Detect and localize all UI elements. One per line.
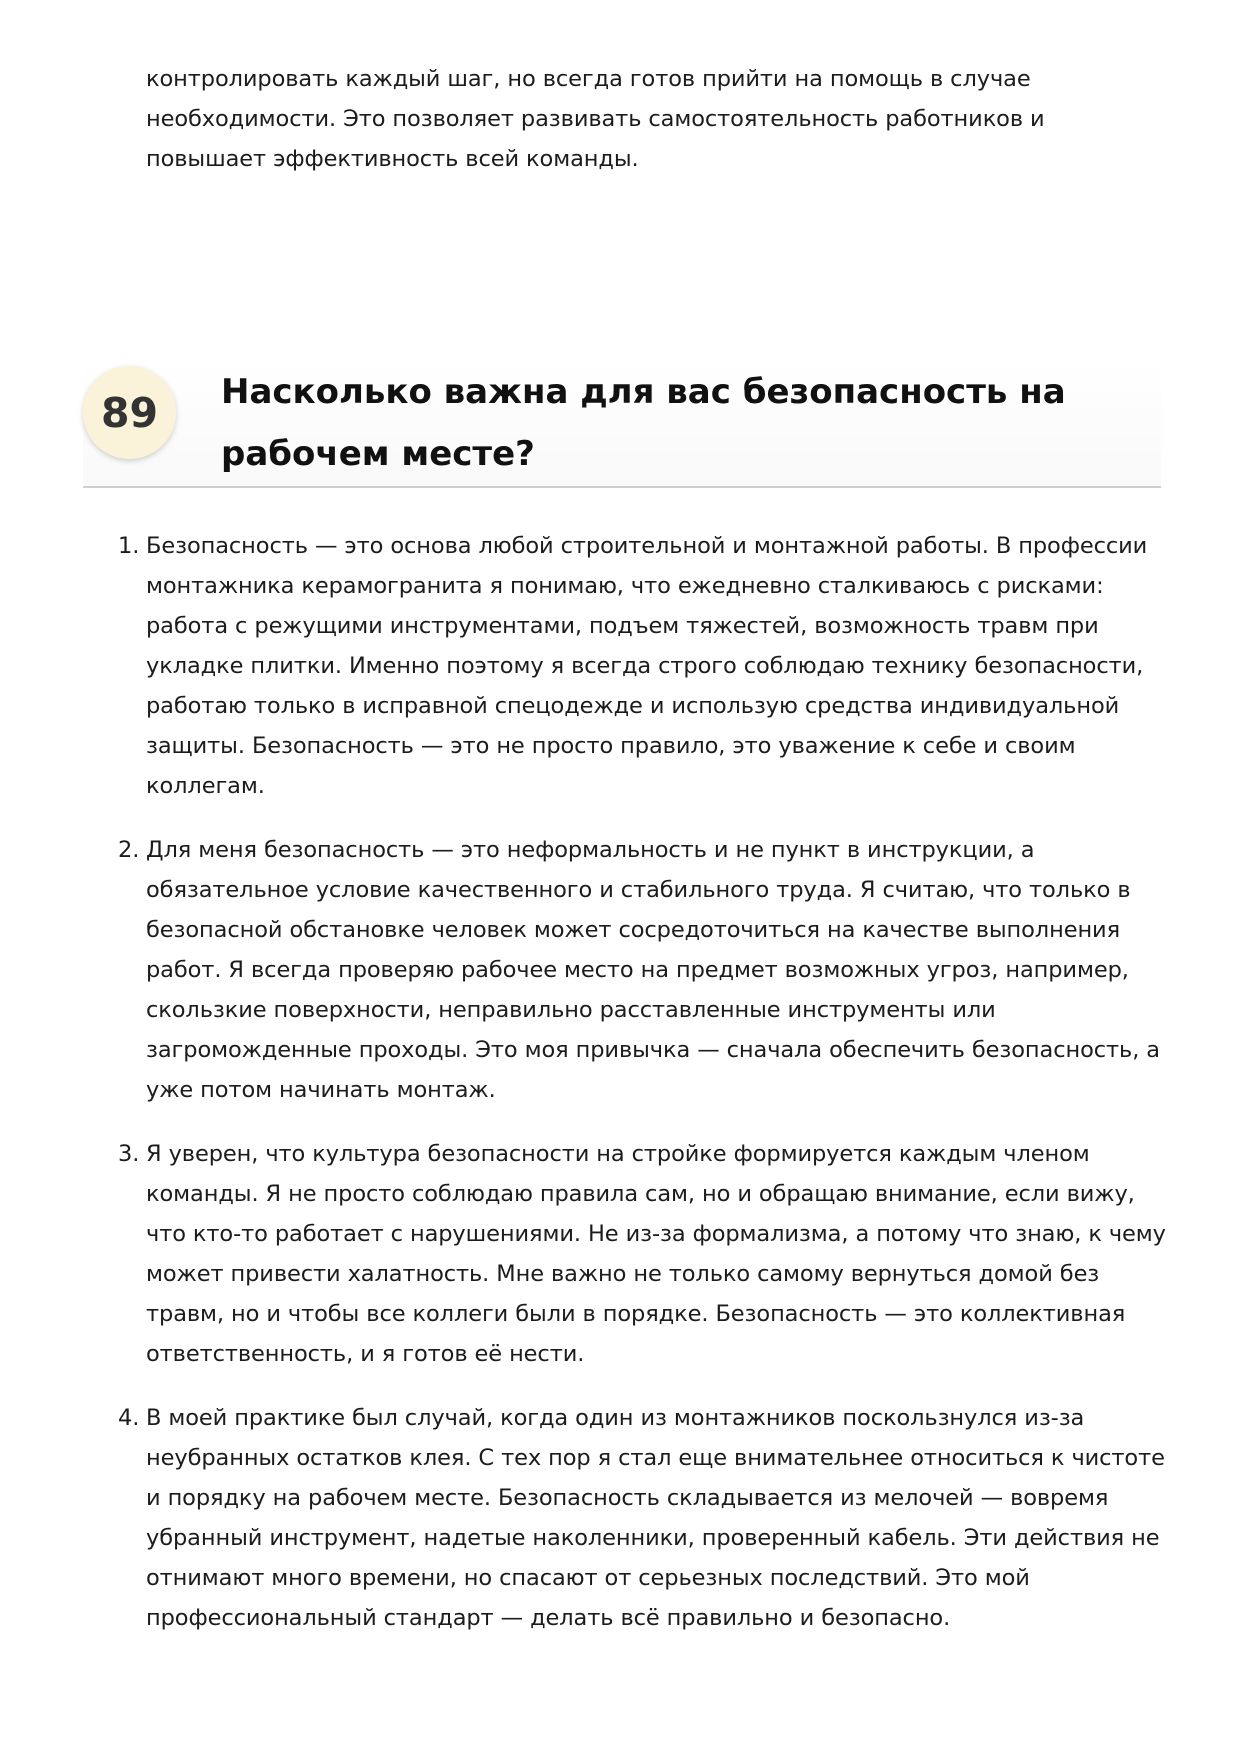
- answer-number: 3.: [118, 1141, 140, 1167]
- answer-item: [106, 1398, 1166, 1638]
- answer-text: Для меня безопасность — это неформальность и не пункт в инструкции, а обязательное условие качественного и стабильного труда. Я считаю, что только в безопасной обстановке человек может сосредоточиться на качестве выполнения работ. Я всегда проверяю рабочее место на предмет возможных угроз, например, скользкие поверхности, неправильно расставленные инструменты или загроможденные проходы. Это моя привычка — сначала обеспечить безопасность, а уже потом начинать монтаж.: [146, 837, 1160, 1103]
- answer-list: [106, 526, 1166, 1662]
- answer-item: [106, 526, 1166, 806]
- answer-number: 1.: [118, 533, 140, 559]
- answer-number: 4.: [118, 1405, 140, 1431]
- answer-text: В моей практике был случай, когда один из монтажников поскользнулся из-за неубранных остатков клея. С тех пор я стал еще внимательнее относиться к чистоте и порядку на рабочем месте. Безопасность складывается из мелочей — вовремя убранный инструмент, надетые наколенники, проверенный кабель. Эти действия не отнимают много времени, но спасают от серьезных последствий. Это мой профессиональный стандарт — делать всё правильно и безопасно.: [146, 1405, 1165, 1631]
- intro-paragraph: контролировать каждый шаг, но всегда готов прийти на помощь в случае необходимости. Это позволяет развивать самостоятельность работников и повышает эффективность всей команды.: [146, 66, 1045, 172]
- answer-text: Безопасность — это основа любой строительной и монтажной работы. В профессии монтажника керамогранита я понимаю, что ежедневно сталкиваюсь с рисками: работа с режущими инструментами, подъем тяжестей, возможность травм при укладке плитки. Именно поэтому я всегда строго соблюдаю технику безопасности, работаю только в исправной спецодежде и использую средства индивидуальной защиты. Безопасность — это не просто правило, это уважение к себе и своим коллегам.: [146, 533, 1148, 799]
- answer-item: [106, 830, 1166, 1110]
- answer-text: Я уверен, что культура безопасности на стройке формируется каждым членом команды. Я не просто соблюдаю правила сам, но и обращаю внимание, если вижу, что кто-то работает с нарушениями. Не из-за формализма, а потому что знаю, к чему может привести халатность. Мне важно не только самому вернуться домой без травм, но и чтобы все коллеги были в порядке. Безопасность — это коллективная ответственность, и я готов её нести.: [146, 1141, 1166, 1367]
- answer-item: [106, 1134, 1166, 1374]
- question-number-badge: 89: [83, 366, 176, 459]
- question-title: Насколько важна для вас безопасность на рабочем месте?: [221, 372, 1066, 474]
- question-header: [83, 357, 1161, 488]
- previous-answer-continuation: [146, 59, 1156, 179]
- answer-number: 2.: [118, 837, 140, 863]
